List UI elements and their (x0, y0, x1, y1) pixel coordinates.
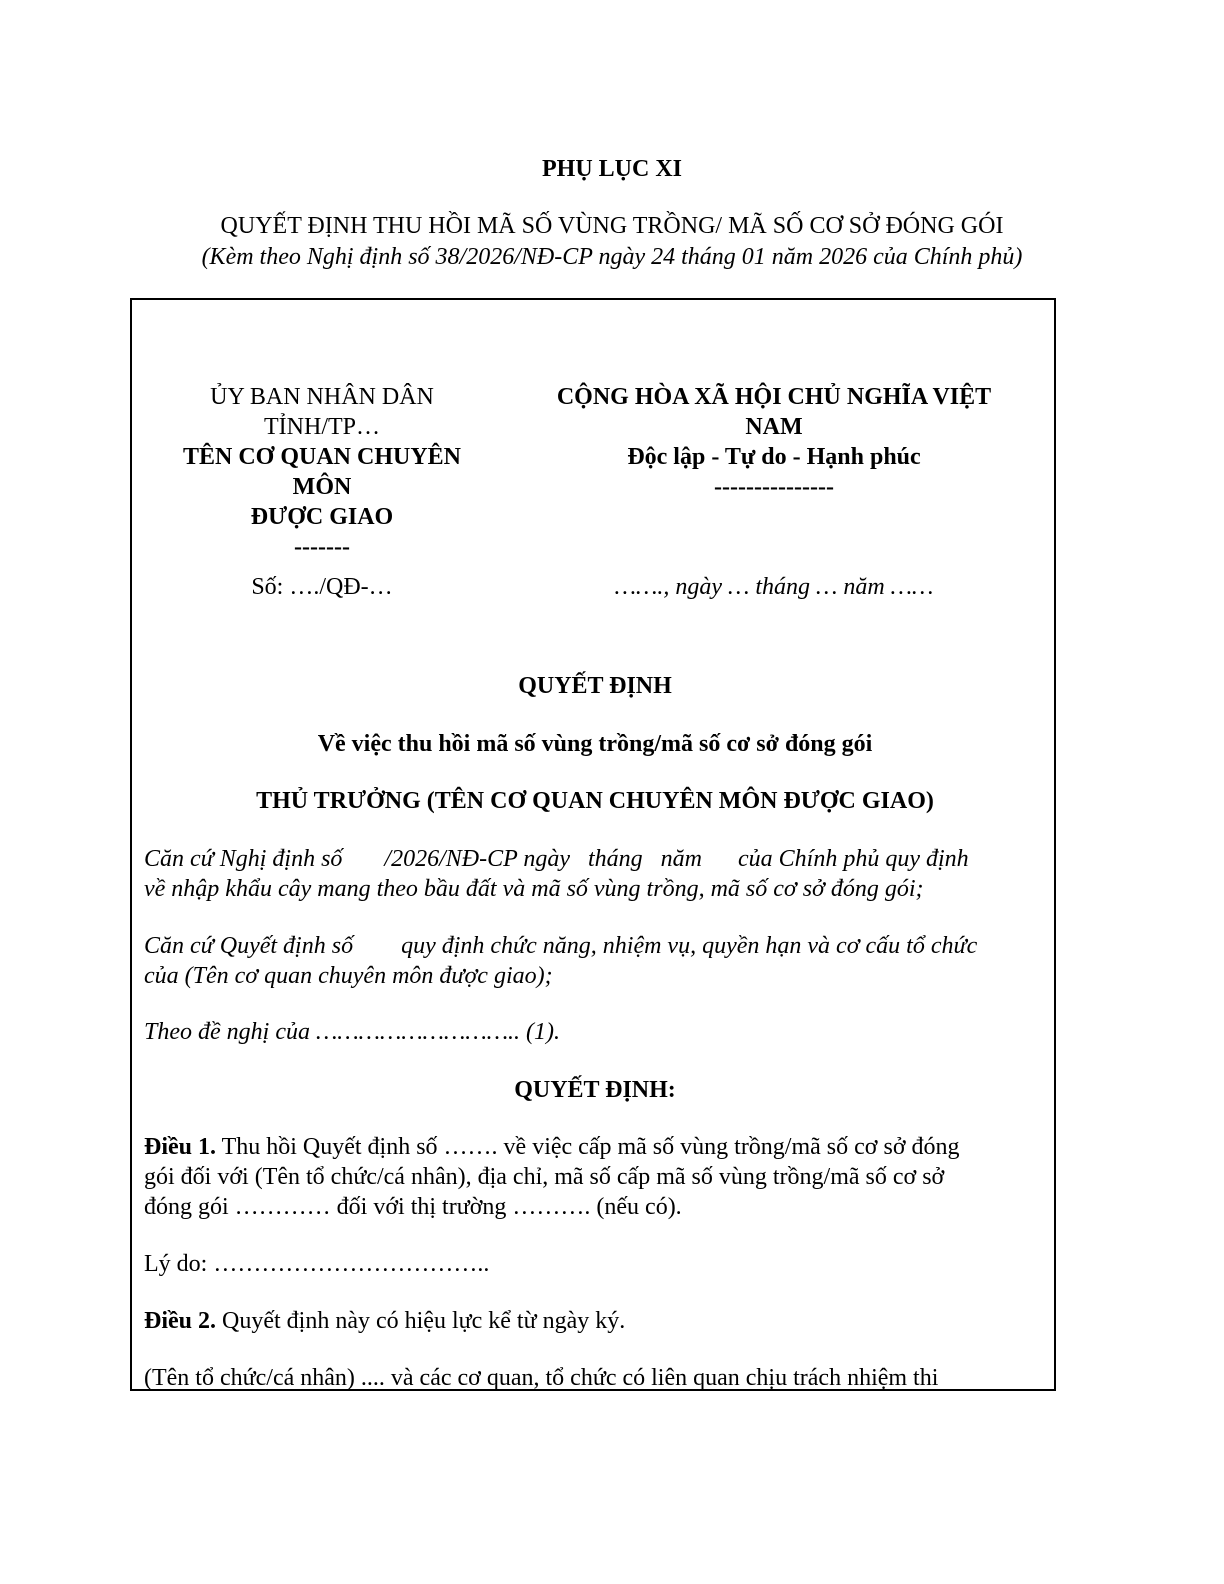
article-2-text: Quyết định này có hiệu lực kể từ ngày ký. (216, 1308, 626, 1334)
agency-line-5: ĐƯỢC GIAO (250, 504, 394, 530)
decides-heading: QUYẾT ĐỊNH: (514, 1077, 676, 1103)
article-1-text-1: Thu hồi Quyết định số ……. về việc cấp mã số vùng trồng/mã số cơ sở đóng (216, 1134, 960, 1160)
legal-basis-1-line-2: về nhập khẩu cây mang theo bầu đất và mã số vùng trồng, mã số cơ sở đóng gói; (144, 876, 924, 902)
legal-basis-2-line-1: Căn cứ Quyết định số quy định chức năng, nhiệm vụ, quyền hạn và cơ cấu tổ chức (144, 933, 978, 959)
nation-line-1: CỘNG HÒA XÃ HỘI CHỦ NGHĨA VIỆT (556, 384, 992, 410)
article-1 (144, 1132, 1040, 1222)
nation-block (524, 382, 1024, 502)
legal-basis-2-line-2: của (Tên cơ quan chuyên môn được giao); (144, 963, 553, 989)
article-1-line-1 (144, 1132, 1040, 1162)
nation-divider: --------------- (714, 474, 834, 500)
article-1-label: Điều 1. (144, 1134, 216, 1160)
agency-line-2: TỈNH/TP… (264, 414, 380, 440)
legal-basis-1-line-1: Căn cứ Nghị định số /2026/NĐ-CP ngày tháng năm của Chính phủ quy định (144, 846, 969, 872)
article-2-label: Điều 2. (144, 1308, 216, 1334)
nation-line-2: NAM (745, 414, 803, 440)
decision-title: QUYẾT ĐỊNH (518, 673, 672, 699)
decision-date: ……., ngày … tháng … năm …… (614, 574, 934, 600)
responsibility-line: (Tên tổ chức/cá nhân) .... và các cơ quan, tổ chức có liên quan chịu trách nhiệm thi (144, 1365, 939, 1391)
appendix-subtitle: QUYẾT ĐỊNH THU HỒI MÃ SỐ VÙNG TRỒNG/ MÃ SỐ CƠ SỞ ĐÓNG GÓI (220, 213, 1004, 239)
article-1-line-2: gói đối với (Tên tổ chức/cá nhân), địa chỉ, mã số cấp mã số vùng trồng/mã số cơ sở (144, 1164, 945, 1190)
article-2 (144, 1306, 1040, 1336)
decision-form-frame (130, 298, 1056, 1391)
legal-basis-2 (144, 931, 1040, 991)
agency-line-4: MÔN (292, 474, 352, 500)
decision-subject: Về việc thu hồi mã số vùng trồng/mã số cơ sở đóng gói (317, 731, 873, 757)
agency-line-3: TÊN CƠ QUAN CHUYÊN (182, 444, 461, 470)
appendix-title: PHỤ LỤC XI (541, 156, 682, 182)
legal-basis-1 (144, 844, 1040, 904)
article-1-line-3: đóng gói ………… đối với thị trường ………. (nếu có). (144, 1194, 682, 1220)
agency-line-1: ỦY BAN NHÂN DÂN (210, 384, 434, 410)
nation-motto: Độc lập - Tự do - Hạnh phúc (627, 444, 921, 470)
appendix-note: (Kèm theo Nghị định số 38/2026/NĐ-CP ngày 24 tháng 01 năm 2026 của Chính phủ) (201, 244, 1023, 270)
agency-divider: ------- (294, 534, 350, 560)
agency-block (162, 382, 482, 562)
reason-line: Lý do: …………………………….. (144, 1251, 490, 1277)
decision-authority: THỦ TRƯỞNG (TÊN CƠ QUAN CHUYÊN MÔN ĐƯỢC GIAO) (256, 788, 934, 814)
proposal-line: Theo đề nghị của ……………………….. (1). (144, 1019, 561, 1045)
decision-number: Số: …./QĐ-… (251, 574, 393, 600)
